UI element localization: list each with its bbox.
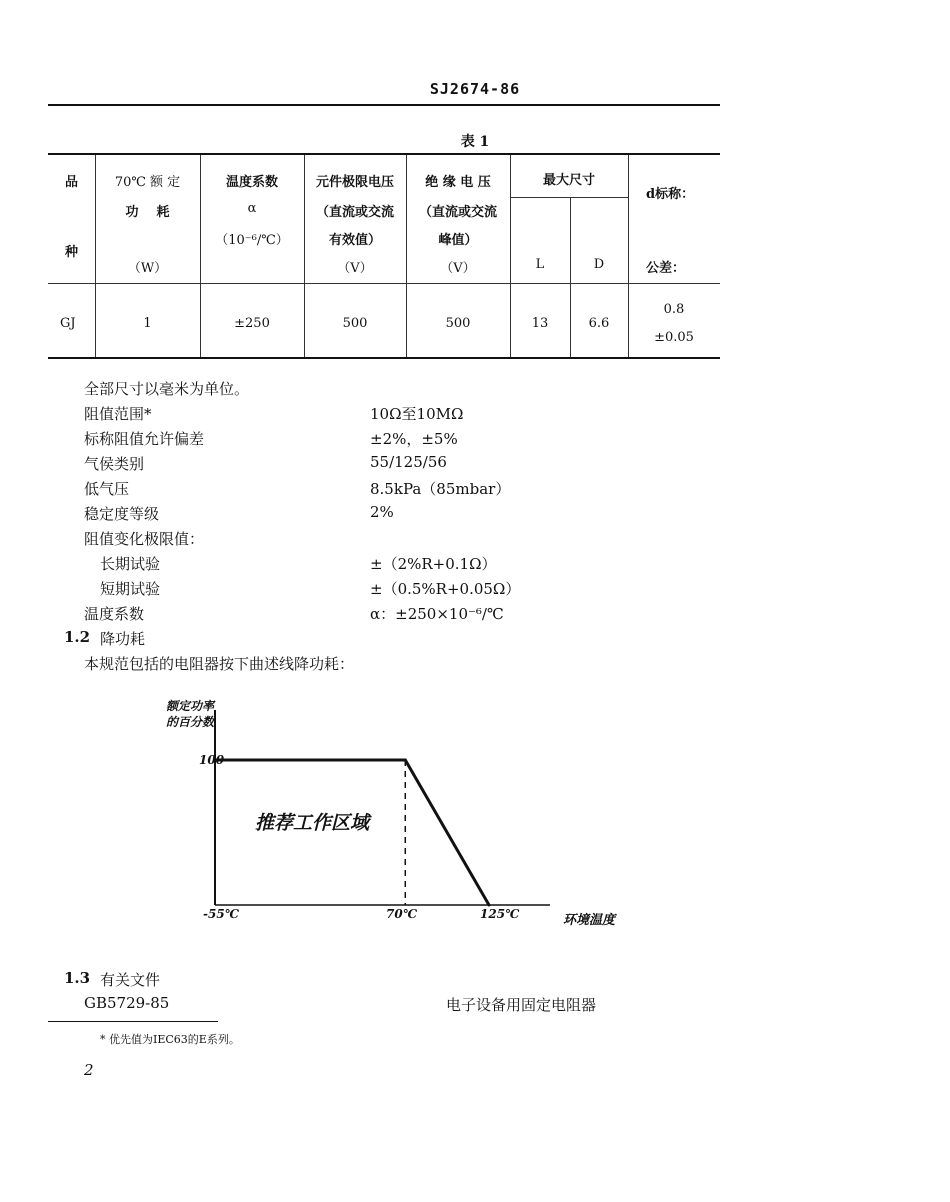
spec-value: 2%: [370, 503, 394, 521]
related-doc-title: 电子设备用固定电阻器: [446, 996, 597, 1014]
header-lv-unit: （V）: [337, 261, 373, 276]
chart-xlabel: 环境温度: [563, 913, 616, 928]
header-iv-line3: 峰值）: [438, 233, 478, 248]
spec-value: α：±250×10⁻⁶/℃: [370, 605, 504, 623]
spec-value: 55/125/56: [370, 453, 447, 471]
cell-power: 1: [143, 316, 152, 331]
spec-label: 稳定度等级: [84, 505, 160, 523]
footnote: * 优先值为IEC63的E系列。: [100, 1033, 240, 1046]
header-max-size: 最大尺寸: [542, 173, 595, 188]
spec-label: 气侯类别: [84, 455, 145, 473]
chart-region-label: 推荐工作区域: [255, 812, 370, 834]
chart-ylabel-line1: 额定功率: [166, 699, 215, 713]
cell-D: 6.6: [588, 316, 610, 331]
header-power-line2: 功 耗: [125, 205, 170, 220]
cell-lv: 500: [342, 316, 368, 331]
section-1-2-title: 降功耗: [100, 630, 146, 648]
spec-label: 短期试验: [100, 580, 161, 598]
section-1-2-number: 1.2: [64, 628, 91, 646]
spec-table: [48, 153, 720, 359]
header-tc-line1: 温度系数: [225, 175, 278, 190]
related-doc-code: GB5729-85: [84, 994, 170, 1012]
header-D: D: [593, 257, 605, 272]
header-variety-top: 品: [64, 175, 78, 190]
chart-x-tick: 70℃: [386, 907, 418, 921]
header-lv-line3: 有效值）: [328, 233, 381, 248]
spec-value: 8.5kPa（85mbar）: [370, 480, 511, 498]
spec-label: 标称阻值允许偏差: [84, 430, 205, 448]
spec-label: 阻值变化极限值：: [84, 530, 205, 548]
header-lv-line1: 元件极限电压: [315, 175, 394, 190]
header-power-line1: 70℃ 额 定: [114, 175, 181, 190]
spec-value: 10Ω至10MΩ: [370, 405, 464, 423]
chart-x-tick: 125℃: [480, 907, 520, 921]
header-tc-line2: α: [247, 201, 257, 216]
header-rule: [48, 104, 720, 106]
table-caption: 表 1: [460, 134, 490, 150]
header-tolerance: 公差：: [646, 261, 686, 276]
document-number: SJ2674-86: [429, 80, 521, 98]
spec-label: 长期试验: [100, 555, 161, 573]
chart-x-tick: -55℃: [203, 907, 240, 921]
spec-label: 低气压: [84, 480, 130, 498]
header-iv-line1: 绝 缘 电 压: [425, 175, 491, 190]
cell-L: 13: [531, 316, 549, 331]
cell-d-tolerance: ±0.05: [654, 330, 694, 345]
cell-tc: ±250: [234, 316, 270, 331]
spec-value: ±（2%R+0.1Ω）: [370, 555, 497, 573]
derating-chart: [150, 690, 630, 935]
header-lv-line2: （直流或交流: [315, 205, 394, 220]
header-d-nominal: d标称：: [646, 187, 695, 202]
header-iv-unit: （V）: [440, 261, 476, 276]
header-iv-line2: （直流或交流: [418, 205, 497, 220]
chart-ylabel-line2: 的百分数: [166, 715, 215, 729]
table-top-rule: [48, 153, 720, 155]
section-1-3-number: 1.3: [64, 969, 91, 987]
maxsize-rule: [510, 197, 628, 198]
header-L: L: [535, 257, 545, 272]
header-variety-bottom: 种: [64, 245, 78, 260]
chart-y-tick-100: 100: [199, 753, 225, 767]
section-1-3-title: 有关文件: [100, 971, 161, 989]
header-power-unit: （W）: [127, 261, 168, 276]
spec-value: ±（0.5%R+0.05Ω）: [370, 580, 521, 598]
table-bottom-rule: [48, 357, 720, 359]
footnote-rule: [48, 1021, 218, 1022]
section-1-2-text: 本规范包括的电阻器按下曲述线降功耗：: [84, 655, 355, 673]
page-number: 2: [84, 1061, 94, 1079]
spec-label: 阻值范围*: [84, 405, 152, 423]
table-header-rule: [48, 283, 720, 284]
cell-iv: 500: [445, 316, 471, 331]
cell-variety: GJ: [60, 316, 76, 331]
spec-label: 温度系数: [84, 605, 145, 623]
derating-point: [404, 759, 407, 762]
units-note: 全部尺寸以毫米为单位。: [84, 380, 250, 398]
col-divider: [570, 197, 571, 357]
col-divider: [628, 155, 629, 357]
spec-value: ±2%，±5%: [370, 430, 458, 448]
cell-d-value: 0.8: [663, 302, 685, 317]
header-tc-unit: （10⁻⁶/℃）: [215, 233, 289, 248]
